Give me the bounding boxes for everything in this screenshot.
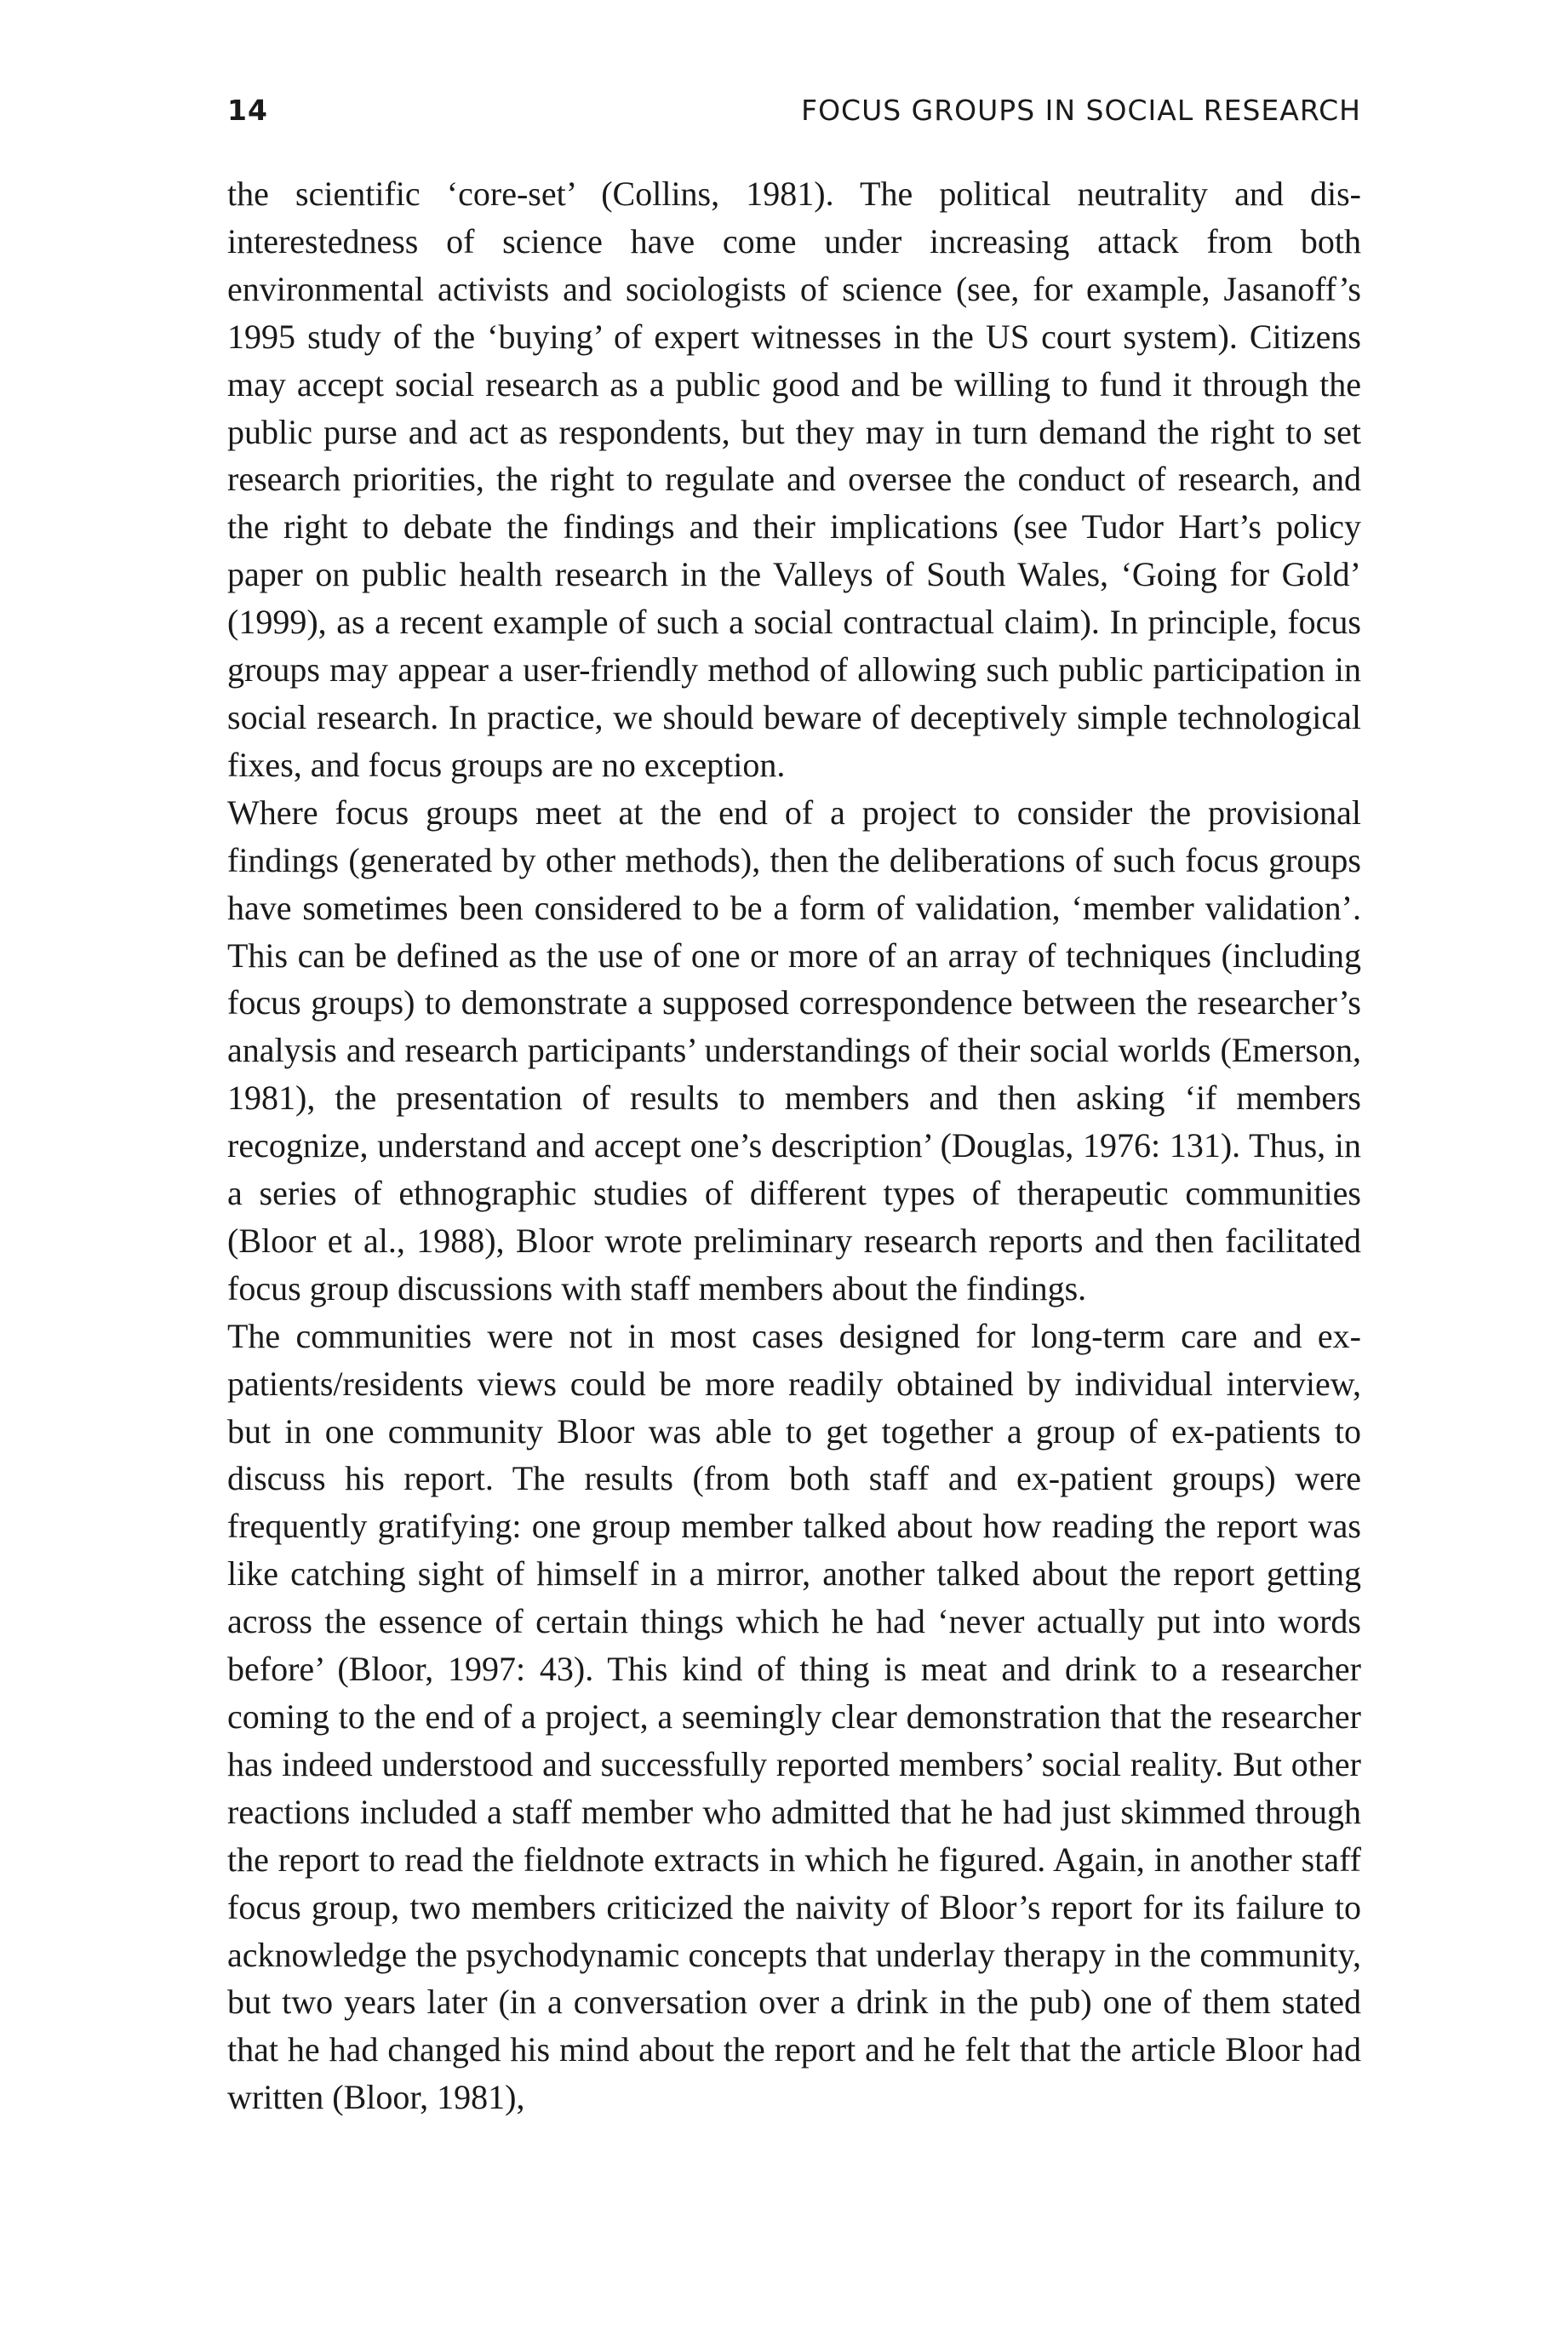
running-title: FOCUS GROUPS IN SOCIAL RESEARCH — [801, 94, 1361, 127]
page-number: 14 — [227, 94, 268, 127]
running-header — [227, 94, 1361, 134]
paragraph-member-validation: Where focus groups meet at the end of a project to consider the provisional findings (generated by other methods), then the deliberations of such focus groups have sometimes been considered to be a form of validation, ‘member validation’. This can be defined as the use of one or more of an array of techniques (including focus groups) to demonstrate a supposed correspondence between the researcher’s analysis and research participants’ understandings of their social worlds (Emerson, 1981), the presentation of results to members and then asking ‘if members recognize, understand and accept one’s description’ (Douglas, 1976: 131). Thus, in a series of ethnographic studies of different types of therapeutic communities (Bloor et al., 1988), Bloor wrote preliminary research reports and then facilitated focus group discussions with staff members about the findings. — [227, 793, 1361, 1308]
paragraph-communities: The communities were not in most cases designed for long-term care and ex-patients/residents views could be more readily obtained by individual interview, but in one community Bloor was able to get together a group of ex-patients to discuss his report. The results (from both staff and ex-patient groups) were frequently gratifying: one group member talked about how reading the report was like catching sight of himself in a mirror, another talked about the report getting across the essence of certain things which he had ‘never actually put into words before’ (Bloor, 1997: 43). This kind of thing is meat and drink to a researcher coming to the end of a project, a seemingly clear demonstration that the researcher has indeed understood and successfully reported members’ social reality. But other reactions included a staff member who admitted that he had just skimmed through the report to read the fieldnote extracts in which he figured. Again, in another staff focus group, two members criticized the naivity of Bloor’s report for its failure to acknowledge the psychodynamic concepts that underlay therapy in the community, but two years later (in a conversation over a drink in the pub) one of them stated that he had changed his mind about the report and he felt that the article Bloor had written (Bloor, 1981), — [227, 1316, 1361, 2117]
book-page — [227, 94, 1361, 2121]
paragraph-continued: the scientific ‘core-set’ (Collins, 1981). The political neutrality and disinterestedness of science have come under increasing attack from both environmental activists and sociologists of science (see, for example, Jasanoff’s 1995 study of the ‘buying’ of expert witnesses in the US court system). Citizens may accept social research as a public good and be willing to fund it through the public purse and act as respondents, but they may in turn demand the right to set research priorities, the right to regulate and oversee the conduct of research, and the right to debate the findings and their implications (see Tudor Hart’s policy paper on public health research in the Valleys of South Wales, ‘Going for Gold’ (1999), as a recent example of such a social contractual claim). In principle, focus groups may appear a user-friendly method of allowing such public participation in social research. In practice, we should beware of deceptively simple technological fixes, and focus groups are no exception. — [227, 175, 1361, 784]
body-text — [227, 170, 1361, 2121]
